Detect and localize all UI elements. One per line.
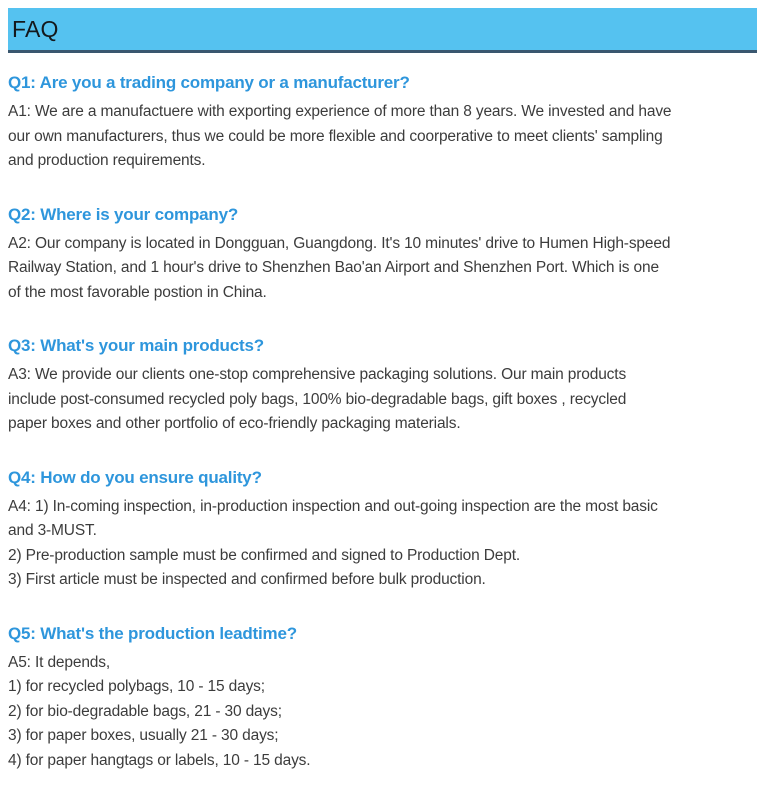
- faq-item: [8, 624, 755, 774]
- answer-line: Railway Station, and 1 hour's drive to Shenzhen Bao'an Airport and Shenzhen Port. Which is one: [8, 259, 659, 276]
- answer-line: of the most favorable postion in China.: [8, 283, 267, 301]
- answer-line: 1) for recycled polybags, 10 - 15 days;: [8, 678, 265, 695]
- answer-line: 2) for bio-degradable bags, 21 - 30 days;: [8, 702, 282, 720]
- faq-question: Q4: How do you ensure quality?: [8, 467, 262, 487]
- faq-header: [8, 8, 757, 53]
- faq-item: [8, 73, 755, 174]
- faq-item: [8, 468, 755, 593]
- faq-question: Q1: Are you a trading company or a manufacturer?: [8, 73, 410, 92]
- faq-question: Q2: Where is your company?: [8, 204, 239, 224]
- faq-item: [8, 205, 755, 306]
- answer-line: our own manufacturers, thus we could be more flexible and coorperative to meet clients' sampling: [8, 127, 663, 145]
- faq-answer: [8, 363, 755, 437]
- faq-question: Q5: What's the production leadtime?: [8, 623, 297, 643]
- page-title: FAQ: [12, 15, 59, 42]
- answer-line: paper boxes and other portfolio of eco-friendly packaging materials.: [8, 415, 461, 432]
- faq-list: [0, 73, 765, 785]
- answer-line: include post-consumed recycled poly bags, 100% bio-degradable bags, gift boxes , recycled: [8, 390, 627, 408]
- answer-line: 2) Pre-production sample must be confirmed and signed to Production Dept.: [8, 546, 521, 564]
- answer-line: A5: It depends,: [8, 653, 111, 671]
- answer-line: and production requirements.: [8, 152, 206, 169]
- faq-answer: [8, 232, 755, 306]
- answer-line: A4: 1) In-coming inspection, in-production inspection and out-going inspection are the most basic: [8, 497, 658, 515]
- faq-item: [8, 336, 755, 437]
- faq-question: Q3: What's your main products?: [8, 336, 264, 355]
- answer-line: A3: We provide our clients one-stop comprehensive packaging solutions. Our main products: [8, 366, 627, 383]
- faq-answer: [8, 651, 755, 774]
- answer-line: 4) for paper hangtags or labels, 10 - 15 days.: [8, 751, 311, 769]
- answer-line: A2: Our company is located in Dongguan, Guangdong. It's 10 minutes' drive to Humen High-speed: [8, 234, 671, 252]
- answer-line: 3) First article must be inspected and confirmed before bulk production.: [8, 571, 486, 588]
- answer-line: A1: We are a manufactuere with exporting experience of more than 8 years. We invested and have: [8, 103, 672, 120]
- faq-answer: [8, 100, 755, 174]
- answer-line: 3) for paper boxes, usually 21 - 30 days;: [8, 727, 279, 744]
- answer-line: and 3-MUST.: [8, 522, 97, 539]
- faq-answer: [8, 495, 755, 593]
